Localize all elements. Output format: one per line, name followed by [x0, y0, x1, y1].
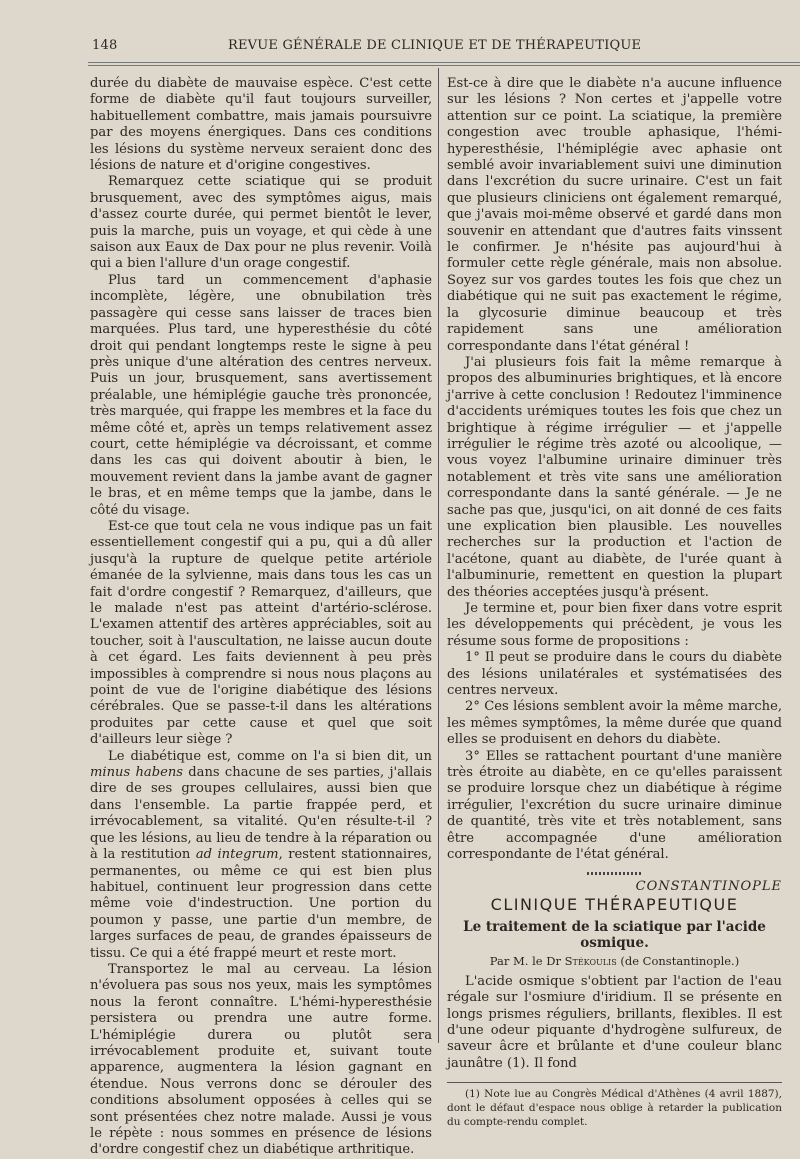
section-rule [587, 872, 643, 875]
page-number: 148 [92, 38, 118, 53]
running-title: REVUE GÉNÉRALE DE CLINIQUE ET DE THÉRAPEUTIQUE [228, 38, 642, 53]
paragraph: durée du diabète de mauvaise espèce. C'est cette forme de diabète qu'il faut toujours surveiller, habituellement combattre, mais jamais poursuivre par des moyens énergiques. Dans ces conditions les lésions du système nerveux seraient donc des lésions de nature et d'origine congestives. [90, 76, 432, 174]
section-heading: CLINIQUE THÉRAPEUTIQUE [490, 894, 739, 914]
italic-term: ad integrum [195, 847, 279, 863]
text-run: dans chacune de ses parties, j'allais dire de ses groupes cellulaires, aussi bien que dans l'ensemble. La partie frappée perd, et irrévocablement, sa vitalité. Qu'en résulte-t-il ? que les lésions, au lieu de tendre à la réparation ou à la restitution [90, 765, 433, 863]
paragraph: Je termine et, pour bien fixer dans votre esprit les développements qui précèdent, je vous les résume sous forme de propositions : [447, 601, 782, 649]
article-title: Le traitement de la sciatique par l'acide osmique. [463, 919, 766, 952]
paragraph: Est-ce à dire que le diabète n'a aucune influence sur les lésions ? Non certes et j'appelle votre attention sur ce point. La sciatique, la première congestion avec trouble aphasique, l'hémi-hyperesthésie, l'hémiplégie avec aphasie ont semblé avoir invariablement suivi une diminution dans l'excrétion du sucre urinaire. C'est un fait que plusieurs cliniciens ont également remarqué, que j'avais moi-même observé et gardé dans mon souvenir en attendant que d'autres faits vinssent le confirmer. Je n'hésite pas aujourd'hui à formuler cette règle générale, mais non absolue. Soyez sur vos gardes toutes les fois que chez un diabétique qui ne suit pas exactement le régime, la glycosurie diminue beaucoup et très rapidement sans une amélioration correspondante dans l'état général ! [447, 76, 782, 354]
paragraph: Est-ce que tout cela ne vous indique pas un fait essentiellement congestif qui a pu, qui a dû aller jusqu'à la rupture de quelque petite artériole émanée de la sylvienne, mais dans tous les cas un fait d'ordre congestif ? Remarquez, d'ailleurs, que le malade n'est pas atteint d'artério-sclérose. L'examen attentif des artères appréciables, soit au toucher, soit à l'auscultation, ne laisse aucun doute à cet égard. Les faits deviennent à peu près impossibles à comprendre si nous nous plaçons au point de vue de l'origine diabétique des lésions cérébrales. Que se passe-t-il dans les altérations produites par cette cause et quel que soit d'ailleurs leur siège ? [90, 518, 432, 748]
text-run: Par M. le Dr [489, 954, 565, 969]
paragraph [90, 749, 432, 962]
footnote-rule [447, 1082, 782, 1083]
header-rule [88, 62, 800, 66]
paragraph: J'ai plusieurs fois fait la même remarque à propos des albuminuries brightiques, et là encore j'arrive à cette conclusion ! Redoutez l'imminence d'accidents urémiques toutes les fois que chez un brightique à régime irrégulier — et j'appelle irrégulier le régime très azoté ou alcoolique, — vous voyez l'albumine urinaire diminuer très notablement et très vite sans une amélioration correspondante dans la santé générale. — Je ne sache pas que, jusqu'ici, on ait donné de ces faits une explication bien plausible. Les nouvelles recherches sur la production et l'action de l'acétone, quant au diabète, de l'urée quant à l'albuminurie, remettent en question la plupart des théories acceptées jusqu'à présent. [447, 354, 782, 600]
paragraph: Transportez le mal au cerveau. La lésion n'évoluera pas sous nos yeux, mais les symptômes nous la feront connaître. L'hémi-hyperesthésie persistera ou prendra une autre forme. L'hémiplégie durera ou plutôt sera irrévocablement produite et, suivant toute apparence, augmentera la lésion gagnant en étendue. Nous verrons donc se dérouler des conditions absolument opposées à celles qui se sont présentées chez notre malade. Aussi je vous le répète : nous sommes en présence de lésions d'ordre congestif chez un diabétique arthritique. [90, 961, 432, 1158]
column-divider [438, 68, 439, 1043]
proposition-2: 2° Ces lésions semblent avoir la même marche, les mêmes symptômes, la même durée que quand elles se produisent en dehors du diabète. [447, 699, 782, 748]
paragraph: Plus tard un commencement d'aphasie incomplète, légère, une obnubilation très passagère qui cesse sans laisser de traces bien marquées. Plus tard, une hyperesthésie du côté droit qui pendant longtemps reste le signe à peu près unique d'une altération des centres nerveux. Puis un jour, brusquement, sans avertissement préalable, une hémiplégie gauche très prononcée, très marquée, qui frappe les membres et la face du même côté et, après un temps relativement assez court, cette hémiplégie va décroissant, et comme dans les cas qui doivent aboutir à bien, le mouvement revient dans la jambe avant de gagner le bras, et en même temps que la jambe, dans le côté du visage. [90, 272, 432, 518]
text-run: Le diabétique est, comme on l'a si bien dit, un [108, 748, 432, 764]
left-column [90, 76, 432, 1159]
paragraph: Remarquez cette sciatique qui se produit brusquement, avec des symptômes aigus, mais d'assez courte durée, qui permet bientôt le lever, puis la marche, puis un voyage, et qui cède à une saison aux Eaux de Dax pour ne plus revenir. Voilà qui a bien l'allure d'un orage congestif. [90, 174, 432, 272]
author-line [447, 953, 782, 969]
author-name: Stékoulis [564, 954, 617, 969]
footnote: (1) Note lue au Congrès Médical d'Athènes (4 avril 1887), dont le défaut d'espace nous oblige à retarder la publication du compte-rendu complet. [447, 1088, 782, 1129]
location-heading: CONSTANTINOPLE [635, 878, 782, 894]
proposition-1: 1° Il peut se produire dans le cours du diabète des lésions unilatérales et systématisées des centres nerveux. [447, 650, 782, 699]
italic-term: minus habens [90, 765, 184, 781]
paragraph: L'acide osmique s'obtient par l'action de l'eau régale sur l'osmiure d'iridium. Il se présente en longs prismes réguliers, brillants, flexibles. Il est d'une odeur piquante d'hydrogène sulfureux, de saveur âcre et brûlante et d'une couleur blanc jaunâtre (1). Il fond [447, 973, 782, 1071]
right-column [447, 76, 782, 1129]
text-run: , restent stationnaires, permanentes, ou même ce qui est bien plus habituel, continuent leur progression dans cette même voie d'indestruction. Une portion du poumon y passe, une partie d'un membre, de larges surfaces de peau, de grandes épaisseurs de tissu. Ce qui a été frappé meurt et reste mort. [90, 847, 432, 961]
text-run: (de Constantinople.) [616, 954, 740, 969]
proposition-3: 3° Elles se rattachent pourtant d'une manière très étroite au diabète, en ce qu'elles paraissent se produire lorsque chez un diabétique à régime irrégulier, l'excrétion du sucre urinaire diminue de quantité, très vite et très notablement, sans être accompagnée d'une amélioration correspondante de l'état général. [447, 748, 782, 863]
page-header [88, 38, 778, 58]
